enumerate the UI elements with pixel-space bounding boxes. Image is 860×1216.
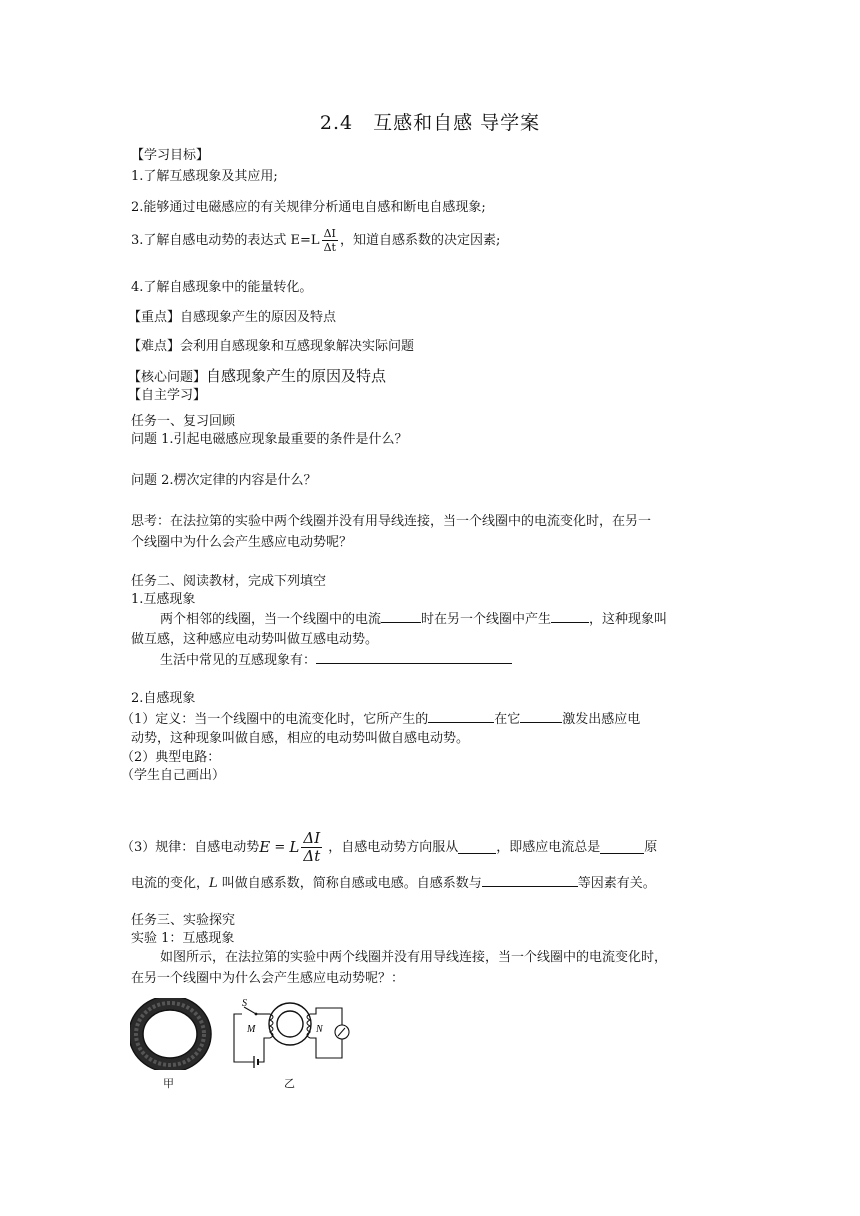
mutual-examples-label: 生活中常见的互感现象有： xyxy=(160,653,317,668)
law-line-1 xyxy=(121,830,657,865)
law-text-d: 原 xyxy=(644,840,658,855)
law2-text-c: 等因素有关。 xyxy=(577,876,656,891)
definition-text-a: （1）定义：当一个线圈中的电流变化时，它所产生的 xyxy=(121,712,429,727)
mutual-line-3 xyxy=(160,651,512,669)
self-study-header: 【自主学习】 xyxy=(128,388,207,403)
figure-label-jia: 甲 xyxy=(163,1077,174,1090)
goal-3 xyxy=(131,227,500,254)
law-fraction xyxy=(301,830,322,865)
core-question xyxy=(128,368,386,386)
task1-think-line-1: 思考：在法拉第的实验中两个线圈并没有用导线连接，当一个线圈中的电流变化时，在另一 xyxy=(131,514,652,529)
experiment-1-line-2: 在另一个线圈中为什么会产生感应电动势呢？： xyxy=(131,971,405,986)
goal-3-numerator: ΔI xyxy=(322,227,338,241)
law-line-2 xyxy=(131,874,656,892)
goal-1: 1.了解互感现象及其应用; xyxy=(131,169,278,184)
mutual-line-1 xyxy=(160,610,667,628)
key-point-text: 自感现象产生的原因及特点 xyxy=(180,310,337,325)
key-point-label: 【重点】 xyxy=(128,310,181,325)
definition-line-2: 动势，这种现象叫做自感，相应的电动势叫做自感电动势。 xyxy=(131,731,470,746)
goal-3-suffix: ，知道自感系数的决定因素; xyxy=(339,233,501,248)
task3-title: 任务三、实验探究 xyxy=(131,913,236,928)
law-text-a: （3）规律：自感电动势 xyxy=(121,840,260,855)
mutual-induction-circuit-diagram xyxy=(228,996,360,1076)
mutual-text-c: ，这种现象叫 xyxy=(589,612,668,627)
core-question-label: 【核心问题】 xyxy=(128,370,207,385)
blank-induced-emf[interactable] xyxy=(551,610,589,623)
mutual-text-b: 时在另一个线圈中产生 xyxy=(421,612,552,627)
difficulty xyxy=(128,338,414,355)
task1-question-2: 问题 2.楞次定律的内容是什么？ xyxy=(131,473,317,488)
goal-3-prefix: 3.了解自感电动势的表达式 E=L xyxy=(131,233,320,248)
iron-ring-photo xyxy=(130,998,212,1070)
blank-mutual-examples[interactable] xyxy=(316,651,512,664)
task1-question-1: 问题 1.引起电磁感应现象最重要的条件是什么？ xyxy=(131,432,408,447)
difficulty-text: 会利用自感现象和互感现象解决实际问题 xyxy=(180,339,415,354)
goal-3-fraction xyxy=(322,227,338,254)
coil-label-N: N xyxy=(316,1024,323,1035)
law2-text-a: 电流的变化， xyxy=(131,876,210,891)
page-title: 2.4 互感和自感 导学案 xyxy=(319,112,541,134)
definition-text-b: 在它 xyxy=(494,712,521,727)
blank-lenz-law[interactable] xyxy=(458,841,496,854)
key-point xyxy=(128,309,336,326)
goal-2: 2.能够通过电磁感应的有关规律分析通电自感和断电自感现象; xyxy=(131,200,486,215)
task1-think-line-2: 个线圈中为什么会产生感应电动势呢？ xyxy=(131,535,353,550)
blank-itself[interactable] xyxy=(520,710,562,723)
experiment-1-title: 实验 1：互感现象 xyxy=(131,931,235,946)
mutual-induction-title: 1.互感现象 xyxy=(131,592,196,607)
draw-note: （学生自己画出） xyxy=(121,768,226,783)
goal-3-denominator: Δt xyxy=(323,241,336,254)
mutual-line-2: 做互感，这种感应电动势叫做互感电动势。 xyxy=(131,632,379,647)
law-numerator: ΔI xyxy=(301,830,322,848)
law-text-c: ，即感应电流总是 xyxy=(496,840,601,855)
experiment-1-line-1: 如图所示，在法拉第的实验中两个线圈并没有用导线连接，当一个线圈中的电流变化时， xyxy=(160,950,668,965)
blank-oppose[interactable] xyxy=(600,841,644,854)
core-question-text: 自感现象产生的原因及特点 xyxy=(206,367,387,385)
law-symbol-L: L xyxy=(289,838,300,856)
task2-title: 任务二、阅读教材，完成下列填空 xyxy=(131,574,327,589)
blank-factors[interactable] xyxy=(482,874,578,887)
blank-current-change[interactable] xyxy=(381,610,421,623)
typical-circuit: （2）典型电路： xyxy=(121,750,221,765)
definition-line-1 xyxy=(121,710,640,728)
law-denominator: Δt xyxy=(303,847,321,865)
law-text-b: ，自感电动势方向服从 xyxy=(328,840,459,855)
law-equals: = xyxy=(270,840,290,855)
task1-title: 任务一、复习回顾 xyxy=(131,414,236,429)
definition-text-c: 激发出感应电 xyxy=(562,712,641,727)
law2-text-b: 叫做自感系数，简称自感或电感。自感系数与 xyxy=(217,876,482,891)
figure-label-yi: 乙 xyxy=(284,1077,295,1090)
mutual-text-a: 两个相邻的线圈，当一个线圈中的电流 xyxy=(160,612,382,627)
law2-symbol-L: L xyxy=(209,876,218,891)
switch-label-S: S xyxy=(242,998,247,1009)
coil-label-M: M xyxy=(247,1024,256,1035)
goal-4: 4.了解自感现象中的能量转化。 xyxy=(131,280,313,295)
difficulty-label: 【难点】 xyxy=(128,339,181,354)
law-symbol-E: E xyxy=(259,838,271,856)
self-induction-title: 2.自感现象 xyxy=(131,691,196,706)
goals-header: 【学习目标】 xyxy=(131,148,210,163)
blank-changing-field[interactable] xyxy=(428,710,494,723)
